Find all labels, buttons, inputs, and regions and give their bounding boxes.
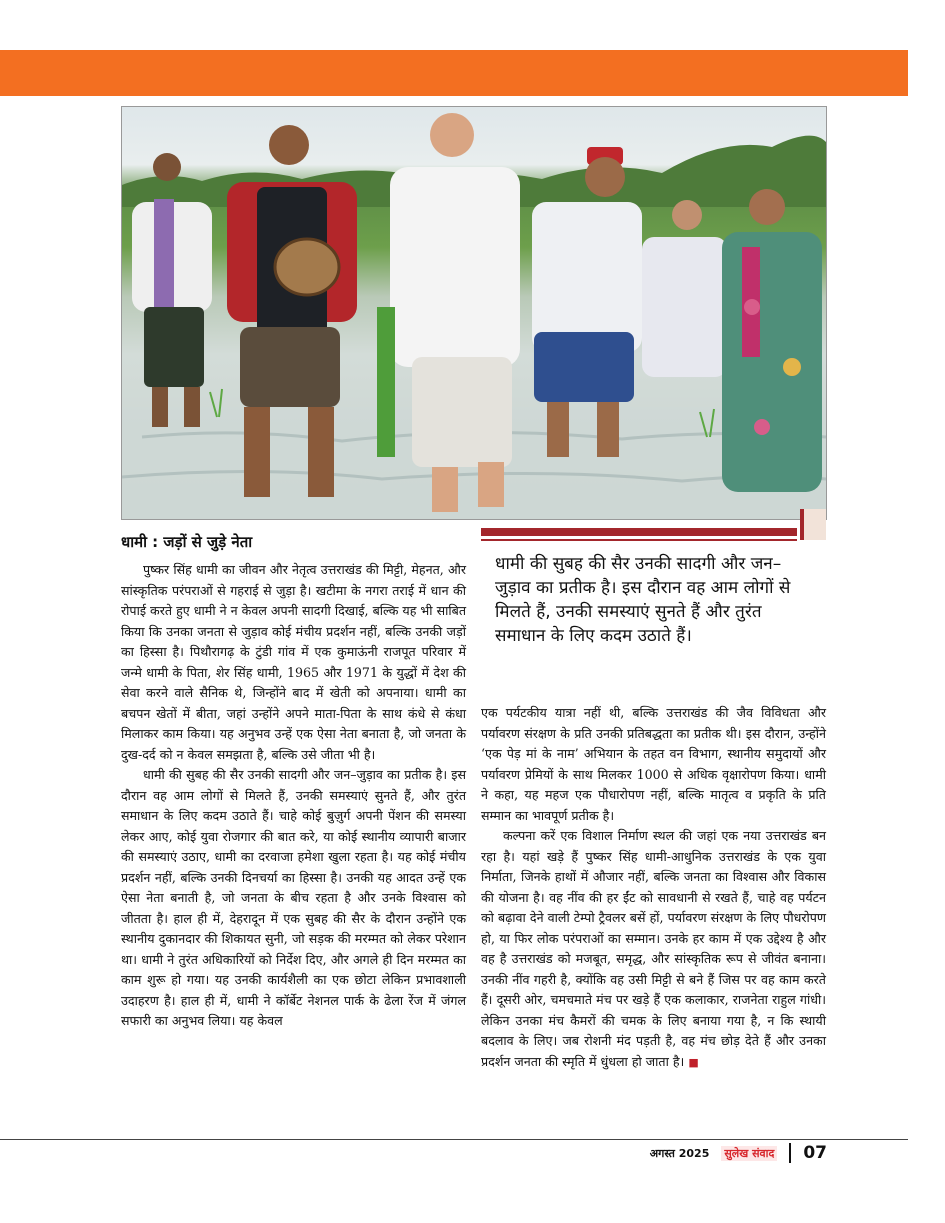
footer-divider	[789, 1143, 791, 1163]
pull-quote: धामी की सुबह की सैर उनकी सादगी और जन–जुड़ाव का प्रतीक है। इस दौरान वह आम लोगों से मिलते हैं, उनकी समस्याएं सुनते हैं और तुरंत समाधान के लिए कदम उठाते हैं।	[495, 554, 791, 646]
accent-rule	[481, 539, 797, 541]
left-column	[121, 560, 466, 1032]
top-color-band	[0, 50, 908, 96]
footer-rule	[0, 1139, 908, 1140]
body-paragraph: पुष्कर सिंह धामी का जीवन और नेतृत्व उत्तराखंड की मिट्टी, मेहनत, और सांस्कृतिक परंपराओं से गहराई से जुड़ा है। खटीमा के नगरा तराई में धान की रोपाई करते हुए धामी ने न केवल अपनी सादगी दिखाई, बल्कि यह भी साबित किया कि उनका जनता से जुड़ाव कोई मंचीय प्रदर्शन नहीं, बल्कि उनकी जड़ों का हिस्सा है। पिथौरागढ़ के टुंडी गांव में एक कुमाऊंनी राजपूत परिवार में जन्मे धामी के पिता, शेर सिंह धामी, 1965 और 1971 के युद्धों में देश की सेवा करने वाले सैनिक थे, जिन्होंने बाद में खेती को अपनाया। धामी का बचपन खेतों में बीता, जहां उन्होंने अपने माता-पिता के साथ कंधे से कंधा मिलाकर काम किया। यह अनुभव उन्हें एक ऐसा नेता बनाता है, जो जनता के दुख-दर्द को न केवल समझता है, बल्कि उसे जीता भी है।	[121, 562, 466, 762]
article-headline: धामी : जड़ों से जुड़े नेता	[121, 533, 253, 551]
page-number: 07	[803, 1143, 827, 1163]
right-column	[481, 703, 826, 1073]
magazine-logo: सुलेख संवाद	[721, 1146, 777, 1161]
accent-bar	[481, 528, 797, 536]
body-paragraph	[481, 826, 826, 1073]
end-mark-icon: ■	[688, 1055, 699, 1069]
page-footer	[650, 1143, 827, 1163]
lead-photo	[121, 106, 827, 520]
body-paragraph: धामी की सुबह की सैर उनकी सादगी और जन–जुड़ाव का प्रतीक है। इस दौरान वह आम लोगों से मिलते हैं, उनकी समस्याएं सुनते हैं, और तुरंत समाधान के लिए कदम उठाते हैं। चाहे कोई बुज़ुर्ग अपनी पेंशन की समस्या लेकर आए, कोई युवा रोजगार की बात करे, या कोई स्थानीय व्यापारी बाजार की समस्याएं उठाए, धामी का दरवाजा हमेशा खुला रहता है। यह कोई मंचीय प्रदर्शन नहीं, बल्कि उनकी दिनचर्या का हिस्सा है। उनकी यह आदत उन्हें एक ऐसा नेता बनाती है, जो जनता के बीच रहता है और उनके विश्वास को जीतता है। हाल ही में, देहरादून में एक सुबह की सैर के दौरान उन्होंने एक स्थानीय दुकानदार की शिकायत सुनी, जो सड़क की मरम्मत को लेकर परेशान था। धामी ने तुरंत अधिकारियों को निर्देश दिए, और अगले ही दिन मरम्मत का काम शुरू हो गया। यह उनकी कार्यशैली का एक छोटा लेकिन प्रभावशाली उदाहरण है। हाल ही में, धामी ने कॉर्बेट नेशनल पार्क के ढेला रेंज में जंगल सफारी का अनुभव लिया। यह केवल	[121, 767, 466, 1028]
issue-date: अगस्त 2025	[649, 1146, 710, 1160]
body-paragraph: एक पर्यटकीय यात्रा नहीं थी, बल्कि उत्तराखंड की जैव विविधता और पर्यावरण संरक्षण के प्रति उनकी प्रतिबद्धता का प्रतीक थी। इस दौरान, उन्होंने ‘एक पेड़ मां के नाम’ अभियान के तहत वन विभाग, स्थानीय समुदायों और पर्यावरण प्रेमियों के साथ मिलकर 1000 से अधिक वृक्षारोपण किया। धामी ने कहा, यह महज एक पौधारोपण नहीं, बल्कि मातृत्व व प्रकृति के प्रति सम्मान का भावपूर्ण प्रतीक है।	[481, 705, 826, 823]
body-paragraph-text: कल्पना करें एक विशाल निर्माण स्थल की जहां एक नया उत्तराखंड बन रहा है। यहां खड़े हैं पुष्कर सिंह धामी-आधुनिक उत्तराखंड के एक युवा निर्माता, जिनके हाथों में औजार नहीं, बल्कि जनता का विश्वास और विकास की योजना है। वह नींव की हर ईंट को सावधानी से रखते हैं, चाहे वह पर्यटन को बढ़ावा देने वाली टेम्पो ट्रैवलर बसें हों, पर्यावरण संरक्षण के लिए पौधरोपण हो, या फिर लोक परंपराओं का सम्मान। उनके हर काम में एक उद्देश्य है और वह है उत्तराखंड को मजबूत, समृद्ध, और सांस्कृतिक रूप से जीवंत बनाना। उनकी नींव गहरी है, क्योंकि वह उसी मिट्टी से बने हैं जिस पर वह काम करते हैं। दूसरी ओर, चमचमाते मंच पर खड़े हैं एक कलाकार, राजनेता राहुल गांधी। लेकिन उनका मंच कैमरों की चमक के लिए बनाया गया है, न कि स्थायी बदलाव के लिए। जब रोशनी मंद पड़ती है, वह मंच छोड़ देते हैं और उनका प्रदर्शन जनता की स्मृति में धुंधला हो जाता है।	[481, 828, 826, 1069]
accent-square	[800, 509, 826, 540]
